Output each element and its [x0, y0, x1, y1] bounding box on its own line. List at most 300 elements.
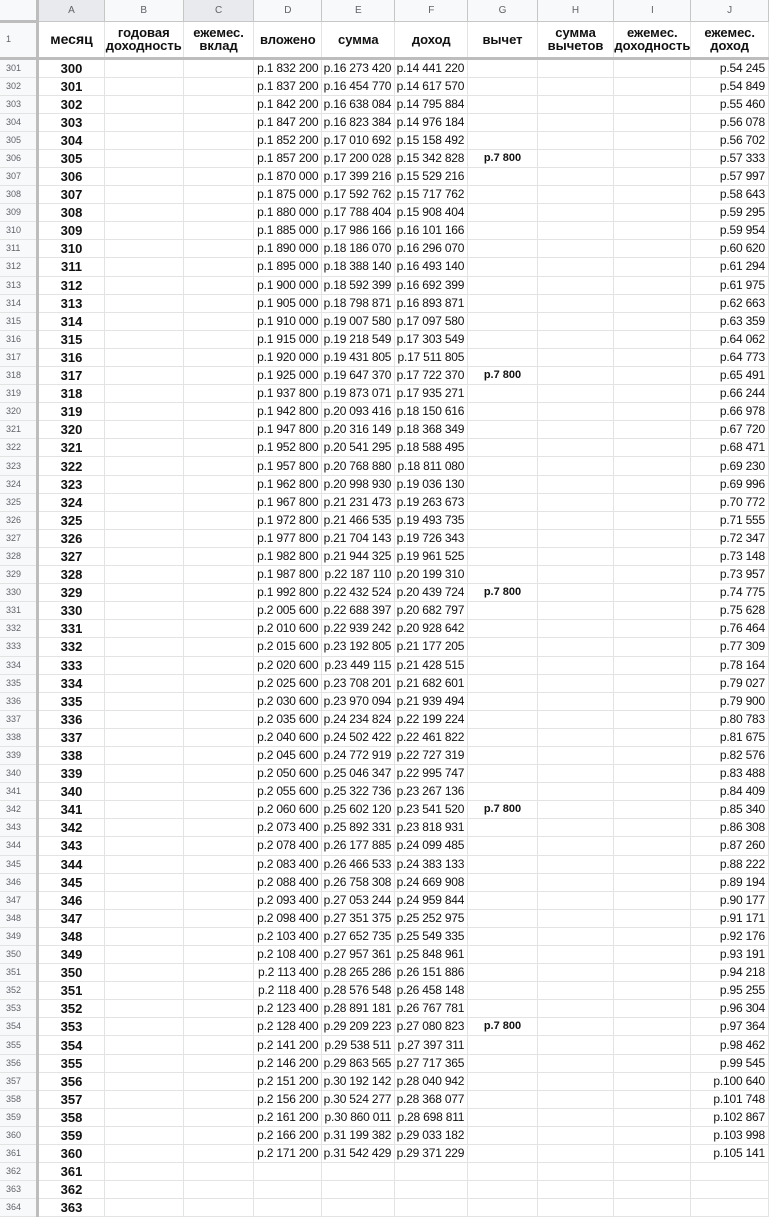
cell-monthly-deposit[interactable] — [183, 927, 254, 945]
cell-annual-yield[interactable] — [104, 1000, 183, 1018]
cell-annual-yield[interactable] — [104, 113, 183, 131]
cell-monthly-yield[interactable] — [614, 946, 691, 964]
cell-annual-yield[interactable] — [104, 222, 183, 240]
cell-invested[interactable]: р.2 050 600 — [254, 765, 322, 783]
cell-deductions-sum[interactable] — [537, 765, 614, 783]
cell-deductions-sum[interactable] — [537, 493, 614, 511]
cell-annual-yield[interactable] — [104, 511, 183, 529]
cell-month[interactable]: 344 — [38, 855, 105, 873]
cell-monthly-deposit[interactable] — [183, 1126, 254, 1144]
cell-monthly-yield[interactable] — [614, 891, 691, 909]
row-number[interactable]: 353 — [0, 1000, 38, 1018]
cell-income[interactable]: р.29 371 229 — [395, 1145, 468, 1163]
row-number[interactable]: 301 — [0, 58, 38, 77]
cell-deduction[interactable] — [468, 421, 537, 439]
cell-deductions-sum[interactable] — [537, 584, 614, 602]
cell-deduction[interactable] — [468, 728, 537, 746]
cell-month[interactable]: 354 — [38, 1036, 105, 1054]
cell-invested[interactable]: р.2 015 600 — [254, 638, 322, 656]
cell-annual-yield[interactable] — [104, 891, 183, 909]
cell-monthly-yield[interactable] — [614, 149, 691, 167]
header-cell-annual-yield[interactable]: годовая доходность — [104, 21, 183, 58]
cell-total[interactable]: р.22 432 524 — [322, 584, 395, 602]
cell-monthly-yield[interactable] — [614, 656, 691, 674]
cell-monthly-yield[interactable] — [614, 312, 691, 330]
cell-total[interactable]: р.18 186 070 — [322, 240, 395, 258]
cell-income[interactable]: р.23 267 136 — [395, 783, 468, 801]
cell-invested[interactable]: р.1 920 000 — [254, 348, 322, 366]
cell-income[interactable] — [395, 1181, 468, 1199]
cell-total[interactable]: р.25 046 347 — [322, 765, 395, 783]
cell-monthly-income[interactable]: р.80 783 — [691, 710, 769, 728]
cell-monthly-income[interactable]: р.67 720 — [691, 421, 769, 439]
cell-month[interactable]: 320 — [38, 421, 105, 439]
cell-monthly-deposit[interactable] — [183, 1090, 254, 1108]
cell-monthly-income[interactable]: р.66 244 — [691, 385, 769, 403]
row-number[interactable]: 330 — [0, 584, 38, 602]
cell-annual-yield[interactable] — [104, 819, 183, 837]
cell-income[interactable]: р.21 177 205 — [395, 638, 468, 656]
cell-month[interactable]: 351 — [38, 982, 105, 1000]
cell-month[interactable]: 313 — [38, 294, 105, 312]
cell-deduction[interactable] — [468, 891, 537, 909]
cell-income[interactable]: р.23 541 520 — [395, 801, 468, 819]
row-number[interactable]: 340 — [0, 765, 38, 783]
cell-monthly-yield[interactable] — [614, 167, 691, 185]
row-number[interactable]: 323 — [0, 457, 38, 475]
cell-monthly-income[interactable]: р.100 640 — [691, 1072, 769, 1090]
cell-monthly-income[interactable]: р.89 194 — [691, 873, 769, 891]
cell-income[interactable]: р.19 726 343 — [395, 529, 468, 547]
cell-monthly-income[interactable]: р.81 675 — [691, 728, 769, 746]
cell-annual-yield[interactable] — [104, 403, 183, 421]
cell-monthly-deposit[interactable] — [183, 710, 254, 728]
cell-monthly-yield[interactable] — [614, 547, 691, 565]
cell-monthly-deposit[interactable] — [183, 837, 254, 855]
cell-monthly-yield[interactable] — [614, 222, 691, 240]
cell-month[interactable]: 312 — [38, 276, 105, 294]
cell-income[interactable]: р.20 439 724 — [395, 584, 468, 602]
row-number[interactable]: 305 — [0, 131, 38, 149]
cell-income[interactable]: р.19 263 673 — [395, 493, 468, 511]
cell-deductions-sum[interactable] — [537, 294, 614, 312]
cell-month[interactable]: 339 — [38, 765, 105, 783]
cell-income[interactable]: р.27 717 365 — [395, 1054, 468, 1072]
cell-monthly-income[interactable]: р.57 997 — [691, 167, 769, 185]
cell-monthly-income[interactable]: р.93 191 — [691, 946, 769, 964]
cell-annual-yield[interactable] — [104, 927, 183, 945]
cell-invested[interactable]: р.2 118 400 — [254, 982, 322, 1000]
cell-deduction[interactable] — [468, 1090, 537, 1108]
cell-deductions-sum[interactable] — [537, 909, 614, 927]
cell-monthly-deposit[interactable] — [183, 656, 254, 674]
cell-month[interactable]: 335 — [38, 692, 105, 710]
cell-annual-yield[interactable] — [104, 276, 183, 294]
cell-invested[interactable]: р.1 925 000 — [254, 367, 322, 385]
cell-total[interactable]: р.22 187 110 — [322, 566, 395, 584]
cell-total[interactable]: р.20 998 930 — [322, 475, 395, 493]
cell-deductions-sum[interactable] — [537, 873, 614, 891]
row-number[interactable]: 345 — [0, 855, 38, 873]
cell-invested[interactable]: р.2 055 600 — [254, 783, 322, 801]
cell-monthly-deposit[interactable] — [183, 58, 254, 77]
cell-month[interactable]: 322 — [38, 457, 105, 475]
cell-monthly-deposit[interactable] — [183, 1054, 254, 1072]
cell-month[interactable]: 315 — [38, 330, 105, 348]
cell-income[interactable]: р.14 795 884 — [395, 95, 468, 113]
cell-monthly-yield[interactable] — [614, 113, 691, 131]
cell-invested[interactable]: р.1 895 000 — [254, 258, 322, 276]
cell-monthly-deposit[interactable] — [183, 276, 254, 294]
cell-monthly-income[interactable]: р.69 996 — [691, 475, 769, 493]
cell-monthly-yield[interactable] — [614, 294, 691, 312]
cell-total[interactable]: р.21 704 143 — [322, 529, 395, 547]
cell-monthly-deposit[interactable] — [183, 348, 254, 366]
cell-income[interactable]: р.25 252 975 — [395, 909, 468, 927]
cell-monthly-income[interactable]: р.64 773 — [691, 348, 769, 366]
cell-deduction[interactable] — [468, 638, 537, 656]
cell-monthly-deposit[interactable] — [183, 294, 254, 312]
cell-income[interactable]: р.17 097 580 — [395, 312, 468, 330]
cell-month[interactable]: 316 — [38, 348, 105, 366]
cell-monthly-income[interactable]: р.59 295 — [691, 204, 769, 222]
cell-monthly-income[interactable]: р.92 176 — [691, 927, 769, 945]
cell-income[interactable]: р.26 151 886 — [395, 964, 468, 982]
cell-annual-yield[interactable] — [104, 746, 183, 764]
cell-monthly-yield[interactable] — [614, 1181, 691, 1199]
cell-deduction[interactable] — [468, 312, 537, 330]
cell-monthly-yield[interactable] — [614, 602, 691, 620]
cell-monthly-yield[interactable] — [614, 728, 691, 746]
cell-monthly-income[interactable]: р.63 359 — [691, 312, 769, 330]
cell-monthly-deposit[interactable] — [183, 204, 254, 222]
row-number[interactable]: 351 — [0, 964, 38, 982]
row-number[interactable]: 352 — [0, 982, 38, 1000]
cell-total[interactable]: р.22 939 242 — [322, 620, 395, 638]
row-number[interactable]: 364 — [0, 1199, 38, 1217]
cell-annual-yield[interactable] — [104, 1163, 183, 1181]
row-number[interactable]: 310 — [0, 222, 38, 240]
row-number[interactable]: 309 — [0, 204, 38, 222]
cell-monthly-deposit[interactable] — [183, 113, 254, 131]
cell-deduction[interactable] — [468, 909, 537, 927]
header-cell-month[interactable]: месяц — [38, 21, 105, 58]
cell-monthly-deposit[interactable] — [183, 1018, 254, 1036]
cell-deduction[interactable]: р.7 800 — [468, 584, 537, 602]
cell-total[interactable]: р.31 199 382 — [322, 1126, 395, 1144]
cell-monthly-yield[interactable] — [614, 457, 691, 475]
row-number[interactable]: 335 — [0, 674, 38, 692]
cell-month[interactable]: 340 — [38, 783, 105, 801]
cell-total[interactable]: р.23 192 805 — [322, 638, 395, 656]
cell-income[interactable]: р.17 511 805 — [395, 348, 468, 366]
cell-annual-yield[interactable] — [104, 439, 183, 457]
cell-annual-yield[interactable] — [104, 801, 183, 819]
cell-deductions-sum[interactable] — [537, 819, 614, 837]
row-number[interactable]: 338 — [0, 728, 38, 746]
cell-monthly-deposit[interactable] — [183, 475, 254, 493]
cell-annual-yield[interactable] — [104, 258, 183, 276]
cell-invested[interactable]: р.2 060 600 — [254, 801, 322, 819]
cell-monthly-income[interactable]: р.87 260 — [691, 837, 769, 855]
cell-income[interactable]: р.15 908 404 — [395, 204, 468, 222]
cell-total[interactable] — [322, 1163, 395, 1181]
cell-monthly-income[interactable]: р.61 975 — [691, 276, 769, 294]
cell-month[interactable]: 348 — [38, 927, 105, 945]
cell-monthly-deposit[interactable] — [183, 964, 254, 982]
cell-deductions-sum[interactable] — [537, 566, 614, 584]
cell-deductions-sum[interactable] — [537, 855, 614, 873]
cell-deduction[interactable] — [468, 475, 537, 493]
cell-income[interactable]: р.22 727 319 — [395, 746, 468, 764]
cell-deductions-sum[interactable] — [537, 728, 614, 746]
cell-monthly-yield[interactable] — [614, 566, 691, 584]
cell-deductions-sum[interactable] — [537, 167, 614, 185]
cell-income[interactable]: р.27 397 311 — [395, 1036, 468, 1054]
cell-total[interactable]: р.28 576 548 — [322, 982, 395, 1000]
cell-annual-yield[interactable] — [104, 946, 183, 964]
cell-income[interactable]: р.17 722 370 — [395, 367, 468, 385]
cell-deductions-sum[interactable] — [537, 312, 614, 330]
cell-invested[interactable]: р.2 093 400 — [254, 891, 322, 909]
cell-monthly-income[interactable]: р.91 171 — [691, 909, 769, 927]
cell-deduction[interactable] — [468, 330, 537, 348]
cell-annual-yield[interactable] — [104, 131, 183, 149]
cell-income[interactable]: р.17 303 549 — [395, 330, 468, 348]
row-number[interactable]: 357 — [0, 1072, 38, 1090]
cell-invested[interactable]: р.1 837 200 — [254, 77, 322, 95]
cell-total[interactable]: р.30 524 277 — [322, 1090, 395, 1108]
cell-annual-yield[interactable] — [104, 330, 183, 348]
cell-invested[interactable]: р.2 171 200 — [254, 1145, 322, 1163]
cell-deduction[interactable] — [468, 692, 537, 710]
cell-annual-yield[interactable] — [104, 584, 183, 602]
cell-monthly-yield[interactable] — [614, 186, 691, 204]
cell-deductions-sum[interactable] — [537, 1145, 614, 1163]
cell-annual-yield[interactable] — [104, 566, 183, 584]
cell-total[interactable]: р.17 986 166 — [322, 222, 395, 240]
cell-month[interactable]: 321 — [38, 439, 105, 457]
cell-monthly-yield[interactable] — [614, 204, 691, 222]
cell-invested[interactable]: р.1 880 000 — [254, 204, 322, 222]
row-number[interactable]: 318 — [0, 367, 38, 385]
header-cell-total[interactable]: сумма — [322, 21, 395, 58]
cell-deduction[interactable] — [468, 77, 537, 95]
cell-deduction[interactable] — [468, 873, 537, 891]
cell-income[interactable]: р.20 682 797 — [395, 602, 468, 620]
cell-monthly-deposit[interactable] — [183, 439, 254, 457]
cell-monthly-yield[interactable] — [614, 837, 691, 855]
cell-monthly-yield[interactable] — [614, 620, 691, 638]
cell-deductions-sum[interactable] — [537, 692, 614, 710]
row-number[interactable]: 312 — [0, 258, 38, 276]
cell-monthly-yield[interactable] — [614, 95, 691, 113]
cell-deductions-sum[interactable] — [537, 348, 614, 366]
cell-month[interactable]: 326 — [38, 529, 105, 547]
cell-deductions-sum[interactable] — [537, 421, 614, 439]
row-number[interactable]: 331 — [0, 602, 38, 620]
cell-total[interactable]: р.27 351 375 — [322, 909, 395, 927]
cell-income[interactable]: р.15 342 828 — [395, 149, 468, 167]
cell-monthly-income[interactable]: р.102 867 — [691, 1108, 769, 1126]
cell-deduction[interactable] — [468, 493, 537, 511]
cell-deduction[interactable] — [468, 1181, 537, 1199]
row-number[interactable]: 314 — [0, 294, 38, 312]
cell-month[interactable]: 329 — [38, 584, 105, 602]
row-number[interactable]: 342 — [0, 801, 38, 819]
cell-annual-yield[interactable] — [104, 855, 183, 873]
cell-deduction[interactable] — [468, 511, 537, 529]
cell-total[interactable]: р.27 957 361 — [322, 946, 395, 964]
cell-monthly-income[interactable]: р.83 488 — [691, 765, 769, 783]
cell-income[interactable]: р.25 848 961 — [395, 946, 468, 964]
row-number[interactable]: 308 — [0, 186, 38, 204]
cell-deduction[interactable] — [468, 547, 537, 565]
column-header-h[interactable]: H — [537, 0, 614, 21]
row-number[interactable]: 311 — [0, 240, 38, 258]
cell-monthly-yield[interactable] — [614, 1018, 691, 1036]
cell-deductions-sum[interactable] — [537, 946, 614, 964]
cell-income[interactable]: р.20 928 642 — [395, 620, 468, 638]
row-number[interactable]: 347 — [0, 891, 38, 909]
cell-deductions-sum[interactable] — [537, 113, 614, 131]
cell-deductions-sum[interactable] — [537, 95, 614, 113]
cell-monthly-income[interactable]: р.56 078 — [691, 113, 769, 131]
cell-total[interactable]: р.16 273 420 — [322, 58, 395, 77]
cell-invested[interactable]: р.2 113 400 — [254, 964, 322, 982]
cell-monthly-yield[interactable] — [614, 765, 691, 783]
cell-annual-yield[interactable] — [104, 692, 183, 710]
cell-total[interactable]: р.22 688 397 — [322, 602, 395, 620]
cell-total[interactable]: р.29 863 565 — [322, 1054, 395, 1072]
cell-annual-yield[interactable] — [104, 95, 183, 113]
cell-deduction[interactable] — [468, 457, 537, 475]
cell-month[interactable]: 317 — [38, 367, 105, 385]
cell-monthly-income[interactable]: р.103 998 — [691, 1126, 769, 1144]
row-number[interactable]: 320 — [0, 403, 38, 421]
cell-total[interactable]: р.19 647 370 — [322, 367, 395, 385]
cell-deduction[interactable] — [468, 385, 537, 403]
cell-month[interactable]: 309 — [38, 222, 105, 240]
cell-deductions-sum[interactable] — [537, 258, 614, 276]
cell-monthly-income[interactable]: р.71 555 — [691, 511, 769, 529]
cell-monthly-income[interactable]: р.85 340 — [691, 801, 769, 819]
cell-monthly-yield[interactable] — [614, 1199, 691, 1217]
cell-income[interactable]: р.23 818 931 — [395, 819, 468, 837]
cell-invested[interactable]: р.2 123 400 — [254, 1000, 322, 1018]
column-header-f[interactable]: F — [395, 0, 468, 21]
cell-deduction[interactable] — [468, 529, 537, 547]
cell-deductions-sum[interactable] — [537, 403, 614, 421]
cell-monthly-yield[interactable] — [614, 439, 691, 457]
row-number[interactable]: 354 — [0, 1018, 38, 1036]
cell-total[interactable]: р.21 466 535 — [322, 511, 395, 529]
cell-monthly-deposit[interactable] — [183, 149, 254, 167]
cell-invested[interactable]: р.1 977 800 — [254, 529, 322, 547]
cell-invested[interactable]: р.2 146 200 — [254, 1054, 322, 1072]
cell-monthly-income[interactable]: р.82 576 — [691, 746, 769, 764]
cell-monthly-deposit[interactable] — [183, 891, 254, 909]
cell-month[interactable]: 324 — [38, 493, 105, 511]
cell-total[interactable]: р.17 592 762 — [322, 186, 395, 204]
cell-deductions-sum[interactable] — [537, 1199, 614, 1217]
cell-deduction[interactable] — [468, 439, 537, 457]
cell-total[interactable]: р.16 454 770 — [322, 77, 395, 95]
cell-month[interactable]: 311 — [38, 258, 105, 276]
cell-annual-yield[interactable] — [104, 1108, 183, 1126]
cell-monthly-income[interactable]: р.54 849 — [691, 77, 769, 95]
cell-annual-yield[interactable] — [104, 964, 183, 982]
cell-monthly-yield[interactable] — [614, 1000, 691, 1018]
cell-month[interactable]: 360 — [38, 1145, 105, 1163]
cell-month[interactable]: 334 — [38, 674, 105, 692]
cell-deductions-sum[interactable] — [537, 511, 614, 529]
cell-month[interactable]: 363 — [38, 1199, 105, 1217]
cell-invested[interactable]: р.2 151 200 — [254, 1072, 322, 1090]
cell-total[interactable]: р.16 823 384 — [322, 113, 395, 131]
cell-monthly-deposit[interactable] — [183, 855, 254, 873]
cell-deduction[interactable] — [468, 240, 537, 258]
cell-invested[interactable]: р.2 040 600 — [254, 728, 322, 746]
cell-invested[interactable]: р.1 885 000 — [254, 222, 322, 240]
column-header-i[interactable]: I — [614, 0, 691, 21]
cell-annual-yield[interactable] — [104, 58, 183, 77]
cell-income[interactable]: р.17 935 271 — [395, 385, 468, 403]
cell-annual-yield[interactable] — [104, 1018, 183, 1036]
cell-monthly-deposit[interactable] — [183, 77, 254, 95]
cell-month[interactable]: 302 — [38, 95, 105, 113]
cell-monthly-yield[interactable] — [614, 385, 691, 403]
cell-income[interactable]: р.22 461 822 — [395, 728, 468, 746]
cell-invested[interactable]: р.2 156 200 — [254, 1090, 322, 1108]
cell-monthly-deposit[interactable] — [183, 547, 254, 565]
cell-deduction[interactable] — [468, 566, 537, 584]
cell-monthly-deposit[interactable] — [183, 1199, 254, 1217]
cell-monthly-yield[interactable] — [614, 1108, 691, 1126]
column-header-b[interactable]: B — [104, 0, 183, 21]
cell-deductions-sum[interactable] — [537, 927, 614, 945]
cell-total[interactable] — [322, 1199, 395, 1217]
cell-monthly-deposit[interactable] — [183, 403, 254, 421]
cell-month[interactable]: 350 — [38, 964, 105, 982]
cell-invested[interactable]: р.2 128 400 — [254, 1018, 322, 1036]
cell-month[interactable]: 352 — [38, 1000, 105, 1018]
cell-invested[interactable]: р.1 947 800 — [254, 421, 322, 439]
cell-deductions-sum[interactable] — [537, 131, 614, 149]
cell-total[interactable]: р.23 970 094 — [322, 692, 395, 710]
cell-invested[interactable]: р.1 857 200 — [254, 149, 322, 167]
cell-monthly-deposit[interactable] — [183, 511, 254, 529]
cell-month[interactable]: 318 — [38, 385, 105, 403]
cell-income[interactable]: р.18 150 616 — [395, 403, 468, 421]
cell-annual-yield[interactable] — [104, 765, 183, 783]
header-cell-invested[interactable]: вложено — [254, 21, 322, 58]
cell-deductions-sum[interactable] — [537, 77, 614, 95]
cell-monthly-income[interactable]: р.57 333 — [691, 149, 769, 167]
cell-monthly-yield[interactable] — [614, 819, 691, 837]
cell-monthly-income[interactable] — [691, 1199, 769, 1217]
cell-monthly-income[interactable]: р.60 620 — [691, 240, 769, 258]
cell-annual-yield[interactable] — [104, 909, 183, 927]
cell-deduction[interactable] — [468, 294, 537, 312]
cell-annual-yield[interactable] — [104, 620, 183, 638]
cell-monthly-deposit[interactable] — [183, 1000, 254, 1018]
cell-annual-yield[interactable] — [104, 710, 183, 728]
cell-total[interactable]: р.17 200 028 — [322, 149, 395, 167]
cell-total[interactable]: р.25 322 736 — [322, 783, 395, 801]
cell-income[interactable]: р.25 549 335 — [395, 927, 468, 945]
cell-month[interactable]: 325 — [38, 511, 105, 529]
